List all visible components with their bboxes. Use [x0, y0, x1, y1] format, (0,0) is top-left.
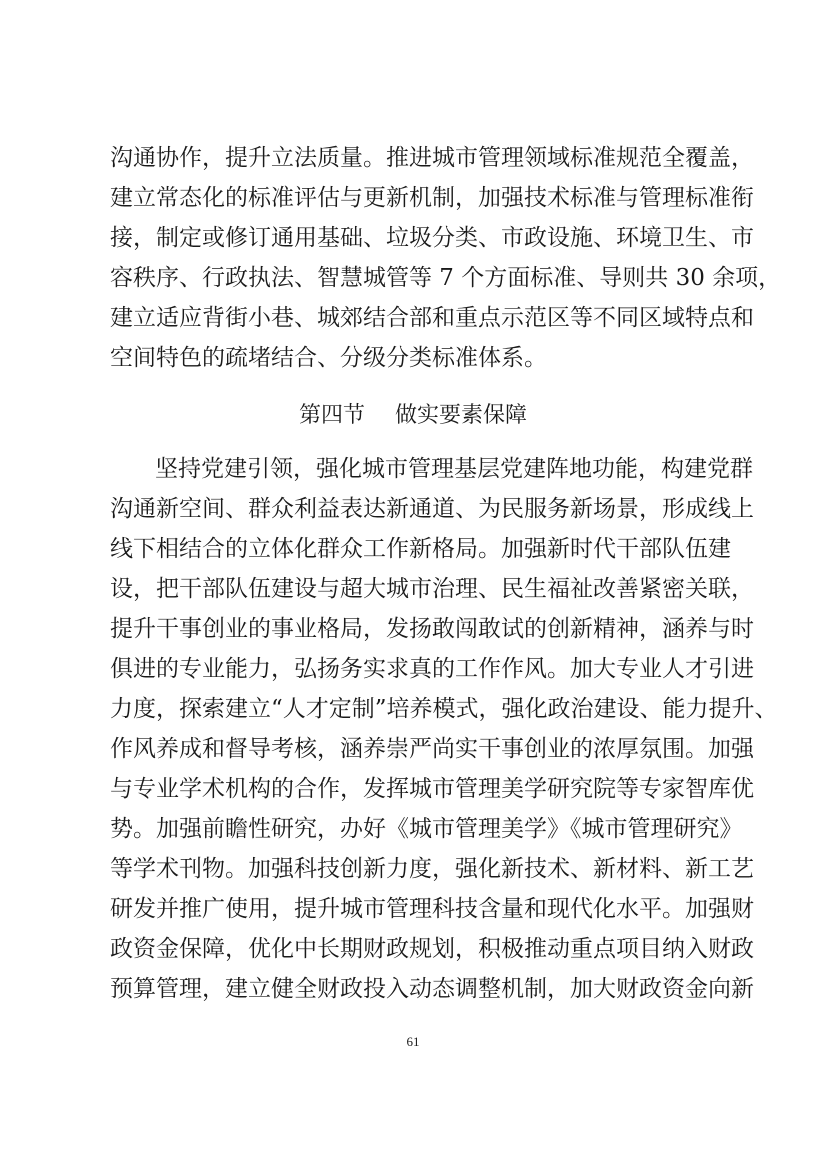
text-line: 线下相结合的立体化群众工作新格局。加强新时代干部队伍建 [110, 536, 731, 562]
section-number: 第四节 [298, 403, 365, 428]
text-line: 预算管理，建立健全财政投入动态调整机制，加大财政资金向新 [110, 976, 754, 1002]
page-number: 61 [406, 1034, 420, 1049]
text-line: 研发并推广使用，提升城市管理科技含量和现代化水平。加强财 [110, 896, 754, 922]
text-line: 设，把干部队伍建设与超大城市治理、民生福祉改善紧密关联， [110, 576, 754, 602]
text-line: 坚持党建引领，强化城市管理基层党建阵地功能，构建党群 [155, 456, 753, 482]
text-line: 与专业学术机构的合作，发挥城市管理美学研究院等专家智库优 [110, 776, 754, 802]
text-line: 沟通协作，提升立法质量。推进城市管理领域标准规范全覆盖， [110, 145, 754, 171]
text-line: 空间特色的疏堵结合、分级分类标准体系。 [110, 345, 547, 371]
section-title: 做实要素保障 [395, 403, 528, 428]
text-line: 俱进的专业能力，弘扬务实求真的工作作风。加大专业人才引进 [110, 656, 754, 682]
text-line: 作风养成和督导考核，涵养崇严尚实干事创业的浓厚氛围。加强 [110, 736, 754, 762]
text-line: 建立适应背街小巷、城郊结合部和重点示范区等不同区域特点和 [110, 305, 754, 331]
text-line: 沟通新空间、群众利益表达新通道、为民服务新场景，形成线上 [110, 496, 754, 522]
text-line: 接，制定或修订通用基础、垃圾分类、市政设施、环境卫生、市 [110, 225, 754, 251]
section-heading [0, 402, 826, 430]
text-line: 等学术刊物。加强科技创新力度，强化新技术、新材料、新工艺 [110, 856, 754, 882]
text-line: 建立常态化的标准评估与更新机制，加强技术标准与管理标准衔 [110, 185, 754, 211]
text-line: 力度，探索建立“人才定制”培养模式，强化政治建设、能力提升、 [110, 696, 778, 722]
text-line: 政资金保障，优化中长期财政规划，积极推动重点项目纳入财政 [110, 936, 754, 962]
text-line: 提升干事创业的事业格局，发扬敢闯敢试的创新精神，涵养与时 [110, 616, 754, 642]
text-line: 势。加强前瞻性研究，办好《城市管理美学》《城市管理研究》 [110, 816, 743, 842]
text-line: 容秩序、行政执法、智慧城管等 7 个方面标准、导则共 30 余项， [110, 265, 782, 291]
